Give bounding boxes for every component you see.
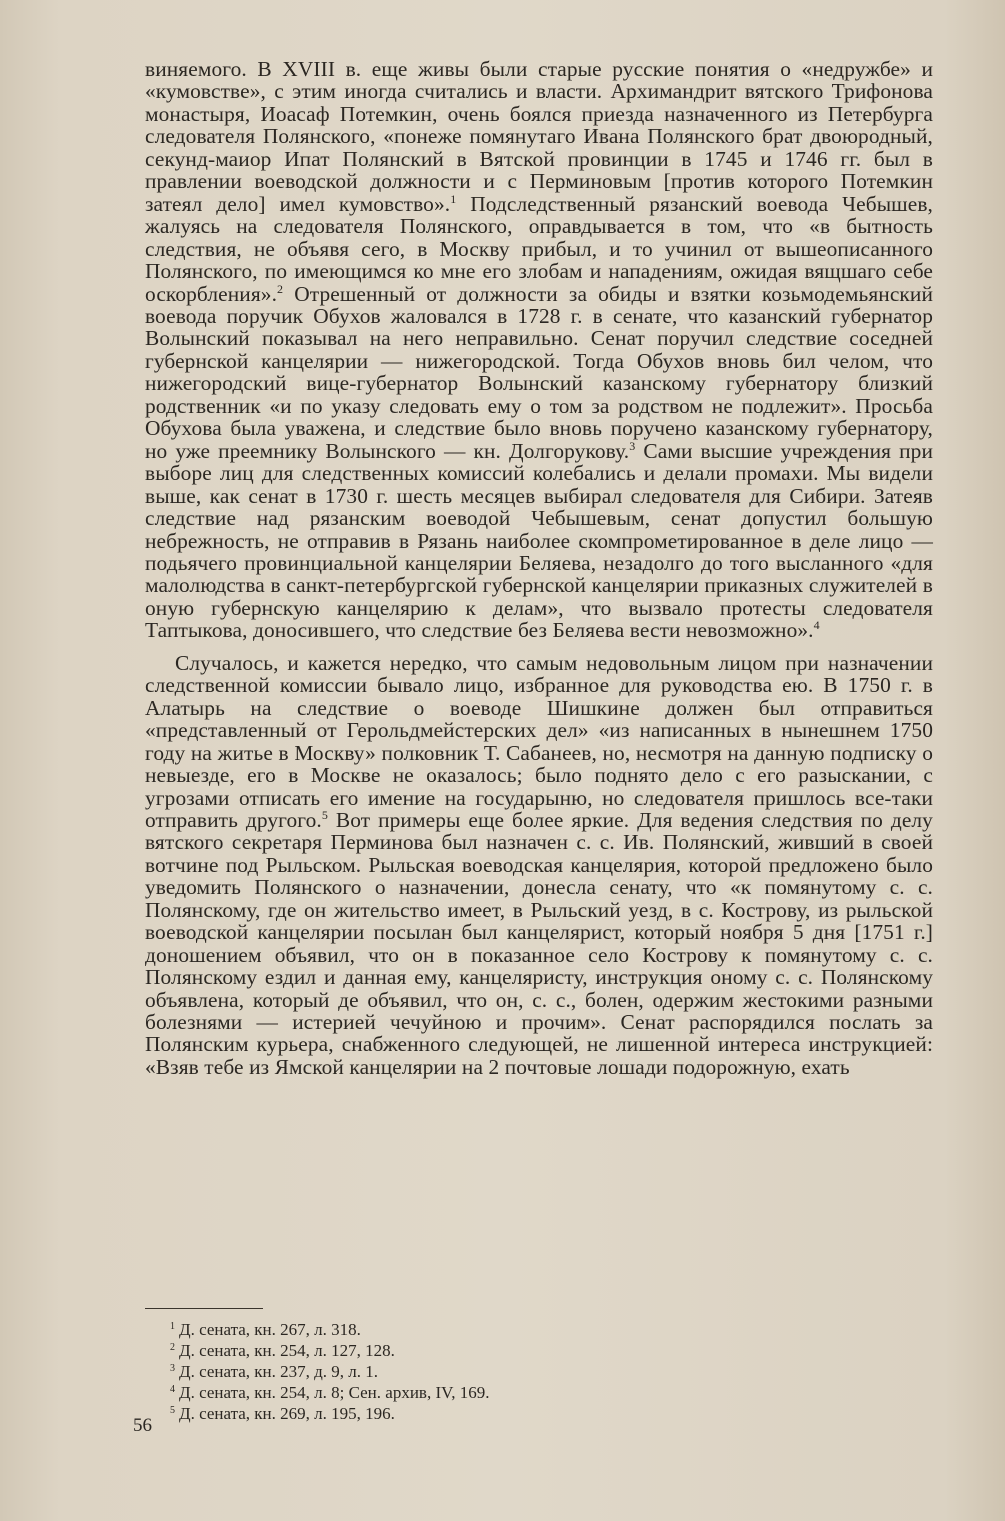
page-number: 56: [133, 1415, 152, 1436]
footnote-divider: [145, 1308, 263, 1309]
footnote-mark-1[interactable]: 1: [450, 191, 457, 206]
main-text: [145, 58, 933, 1078]
paragraph-1: виняемого. В XVIII в. еще живы были старые русские понятия о «недружбе» и «кумовстве», с этим иногда считались и власти. Архимандрит вятского Трифонова монастыря, Иоасаф Потемкин, очень боялся приезда назначенного из Петербурга следователя Полянского, «понеже помянутаго Ивана Полянского брат двоюродный, секунд-маиор Ипат Полянский в Вятской провинции в 1745 и 1746 гг. был в правлении воеводской должности и с Перминовым [против которого Потемкин затеял дело] имел кумовство».$^1$ Подследственный рязанский воевода Чебышев, жалуясь на следователя Полянского, оправдывается в том, что «в бытность следствия, не объявя сего, в Москву прибыл, и то учинил от вышеописанного Полянского, по имеющимся ко мне его злобам и нападениям, ожидая вящшаго себе оскорбления».$^2$ Отрешенный от должности за обиды и взятки козьмодемьянский воевода поручик Обухов жаловался в 1728 г. в сенате, что казанский губернатор Волынский показывал на него неправильно. Сенат поручил следствие соседней губернской канцелярии — нижегородской. Тогда Обухов вновь бил челом, что нижегородский вице-губернатор Волынский казанскому губернатору близкий родственник «и по указу следовать ему о том за родством не подлежит». Просьба Обухова была уважена, и следствие было вновь поручено казанскому губернатору, но уже преемнику Волынского — кн. Долгорукову.$^3$ Сами высшие учреждения при выборе лиц для следственных комиссий колебались и делали промахи. Мы видели выше, как сенат в 1730 г. шесть месяцев выбирал следователя для Сибири. Затеяв следствие над рязанским воеводой Чебышевым, сенат допустил большую небрежность, не отправив в Рязань наиболее скомпрометированное в деле лицо — подьячего провинциальной канцелярии Беляева, незадолго до того высланного «для малолюдства в санкт-петербургской губернской канцелярии приказных служителей в оную губернскую канцелярию к делам», что вызвало протесты следователя Таптыкова, доносившего, что следствие без Беляева вести невозможно».$^4$: [145, 57, 933, 643]
footnote-2: $^2$ Д. сената, кн. 254, л. 127, 128.: [170, 1341, 395, 1360]
footnote-mark-5[interactable]: 5: [321, 807, 328, 822]
footnote-mark-4[interactable]: 4: [813, 618, 820, 633]
footnote-mark-3[interactable]: 3: [629, 438, 636, 453]
footnotes: [170, 1318, 489, 1423]
footnote-3: $^3$ Д. сената, кн. 237, д. 9, л. 1.: [170, 1362, 379, 1381]
paragraph-2: Случалось, и кажется нередко, что самым недовольным лицом при назначении следственной комиссии бывало лицо, избранное для руководства ею. В 1750 г. в Алатырь на следствие о воеводе Шишкине должен был отправиться «представленный от Герольдмейстерских дел» «из написанных в нынешнем 1750 году на житье в Москву» полковник Т. Сабанеев, но, несмотря на данную подписку о невыезде, его в Москве не оказалось; было поднято дело с его разыскании, с угрозами отписать его имение на государыню, но следователя пришлось все-таки отправить другого.$^5$ Вот примеры еще более яркие. Для ведения следствия по делу вятского секретаря Перминова был назначен с. с. Ив. Полянский, живший в своей вотчине под Рыльском. Рыльская воеводская канцелярия, которой предложено было уведомить Полянского о назначении, донесла сенату, что «к помянутому с. с. Полянскому, где он жительство имеет, в Рыльский уезд, в с. Кострову, из рыльской воеводской канцелярии посылан был канцелярист, который ноября 5 дня [1751 г.] доношением объявил, что он в показанное село Кострову к помянутому с. с. Полянскому ездил и данная ему, канцеляристу, инструкция оному с. с. Полянскому объявлена, который де объявил, что он, с. с., болен, одержим жестокими разными болезнями — истерией чечуйною и прочим». Сенат распорядился послать за Полянским курьера, снабженного следующей, не лишенной интереса инструкцией: «Взяв тебе из Ямской канцелярии на 2 почтовые лошади подорожную, ехать: [145, 650, 933, 1079]
footnote-1: $^1$ Д. сената, кн. 267, л. 318.: [170, 1320, 361, 1339]
footnote-4: $^4$ Д. сената, кн. 254, л. 8; Сен. архив, IV, 169.: [170, 1383, 490, 1402]
footnote-mark-2[interactable]: 2: [277, 281, 284, 296]
footnote-5: $^5$ Д. сената, кн. 269, л. 195, 196.: [170, 1404, 395, 1423]
